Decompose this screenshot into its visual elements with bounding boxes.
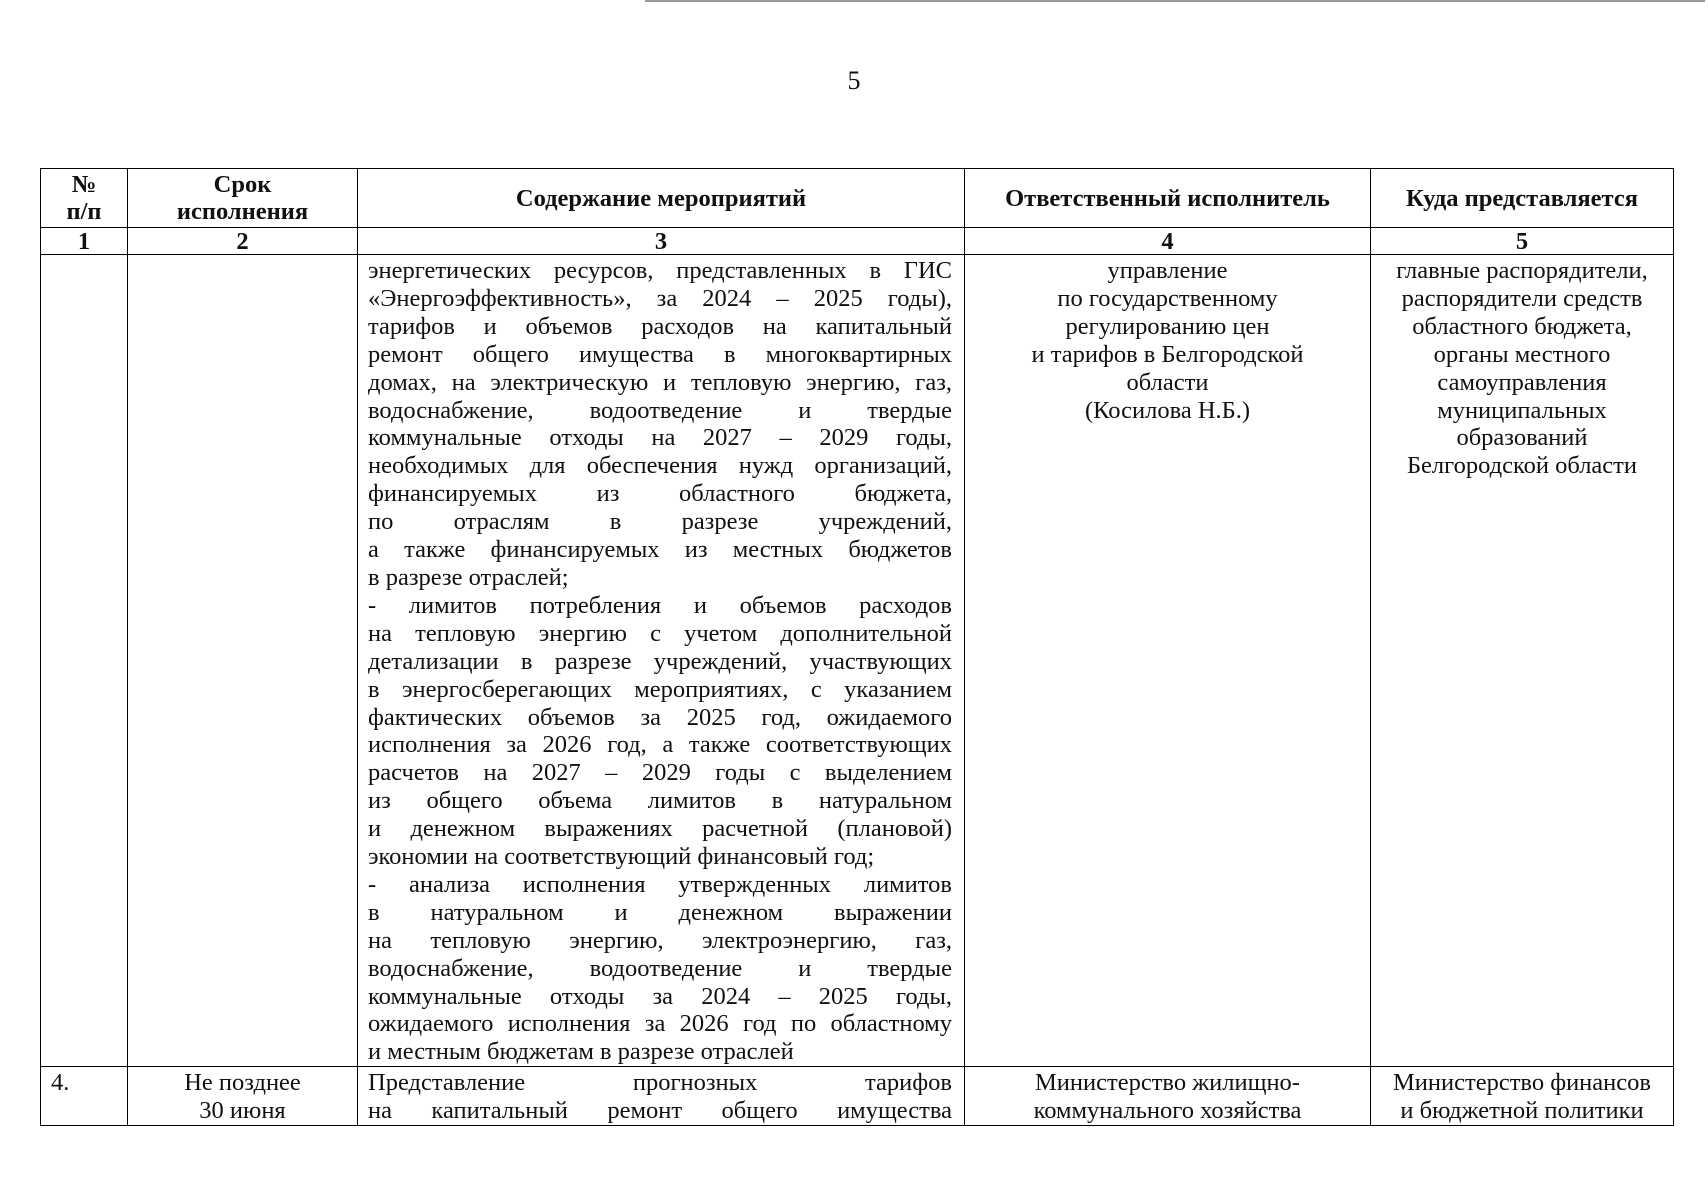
scan-edge-line — [645, 0, 1705, 2]
deadline-line: Не позднее — [184, 1069, 301, 1097]
content-line: «Энергоэффективность», за 2024 – 2025 годы), — [368, 284, 952, 312]
destination-line: и бюджетной политики — [1400, 1097, 1644, 1125]
responsible-line: по государственному — [1057, 284, 1278, 312]
content-line: экономии на соответствующий финансовый год; — [368, 843, 875, 871]
content-line: водоснабжение, водоотведение и твердые — [368, 954, 952, 982]
destination-line: муниципальных — [1437, 396, 1607, 424]
content-line: расчетов на 2027 – 2029 годы с выделением — [368, 759, 952, 787]
responsible-line: коммунального хозяйства — [1033, 1097, 1302, 1125]
header-content: Содержание мероприятий — [358, 169, 965, 228]
destination-line: самоуправления — [1437, 368, 1607, 396]
header-num — [41, 169, 128, 228]
destination-line: распорядители средств — [1401, 284, 1643, 312]
content-line: на тепловую энергию, электроэнергию, газ, — [368, 926, 952, 954]
content-cell — [358, 1067, 965, 1126]
content-line: водоснабжение, водоотведение и твердые — [368, 396, 952, 424]
content-line: ремонт общего имущества в многоквартирных — [368, 340, 952, 368]
content-line: энергетических ресурсов, представленных в ГИС — [368, 257, 952, 284]
row-number-cell — [41, 255, 128, 1067]
content-line: и местным бюджетам в разрезе отраслей — [368, 1038, 794, 1066]
responsible-cell — [965, 255, 1371, 1067]
destination-line: Белгородской области — [1406, 452, 1638, 480]
content-line: необходимых для обеспечения нужд организаций, — [368, 452, 952, 480]
content-line: и денежном выражениях расчетной (плановой) — [368, 815, 952, 843]
destination-line: Министерство финансов — [1393, 1069, 1651, 1097]
responsible-line: (Косилова Н.Б.) — [1084, 396, 1251, 424]
deadline-cell — [128, 255, 358, 1067]
header-responsible: Ответственный исполнитель — [965, 169, 1371, 228]
content-cell — [358, 255, 965, 1067]
content-line: из общего объема лимитов в натуральном — [368, 787, 952, 815]
header-deadline-line: Срок — [213, 171, 272, 198]
header-num-line: п/п — [66, 198, 102, 225]
destination-line: главные распорядители, — [1396, 257, 1648, 284]
header-destination: Куда представляется — [1371, 169, 1674, 228]
column-number: 3 — [358, 228, 965, 255]
content-line: ожидаемого исполнения за 2026 год по областному — [368, 1010, 952, 1038]
responsible-line: управление — [1107, 257, 1228, 284]
destination-line: областного бюджета, — [1412, 312, 1632, 340]
content-line: на капитальный ремонт общего имущества — [368, 1097, 952, 1125]
destination-cell — [1371, 1067, 1674, 1126]
table-row — [41, 1067, 1674, 1126]
content-line: - анализа исполнения утвержденных лимитов — [368, 870, 952, 898]
responsible-cell — [965, 1067, 1371, 1126]
row-number-cell: 4. — [41, 1067, 128, 1126]
responsible-line: регулированию цен — [1065, 312, 1270, 340]
content-line: в энергосберегающих мероприятиях, с указанием — [368, 675, 952, 703]
header-deadline — [128, 169, 358, 228]
header-row — [41, 169, 1674, 228]
content-line: в натуральном и денежном выражении — [368, 898, 952, 926]
destination-cell — [1371, 255, 1674, 1067]
content-line: тарифов и объемов расходов на капитальный — [368, 312, 952, 340]
content-line: детализации в разрезе учреждений, участвующих — [368, 647, 952, 675]
page-number: 5 — [847, 66, 861, 95]
content-line: Представление прогнозных тарифов — [368, 1069, 952, 1097]
column-number: 5 — [1371, 228, 1674, 255]
table-row — [41, 255, 1674, 1067]
destination-line: органы местного — [1433, 340, 1611, 368]
content-line: в разрезе отраслей; — [368, 563, 569, 591]
content-line: исполнения за 2026 год, а также соответствующих — [368, 731, 952, 759]
content-line: а также финансируемых из местных бюджетов — [368, 536, 952, 564]
responsible-line: Министерство жилищно- — [1035, 1069, 1300, 1097]
column-number: 2 — [128, 228, 358, 255]
destination-line: образований — [1456, 424, 1588, 452]
deadline-line: 30 июня — [199, 1097, 286, 1125]
content-line: на тепловую энергию с учетом дополнительной — [368, 619, 952, 647]
header-deadline-line: исполнения — [176, 198, 309, 225]
column-number: 4 — [965, 228, 1371, 255]
column-number-row — [41, 228, 1674, 255]
content-line: по отраслям в разрезе учреждений, — [368, 508, 952, 536]
deadline-cell — [128, 1067, 358, 1126]
content-line: фактических объемов за 2025 год, ожидаемого — [368, 703, 952, 731]
content-line: домах, на электрическую и тепловую энергию, газ, — [368, 368, 952, 396]
content-line: финансируемых из областного бюджета, — [368, 480, 952, 508]
header-num-line: № — [71, 171, 97, 198]
responsible-line: области — [1126, 368, 1209, 396]
content-line: коммунальные отходы на 2027 – 2029 годы, — [368, 424, 952, 452]
plan-table — [40, 168, 1674, 1126]
content-line: - лимитов потребления и объемов расходов — [368, 591, 952, 619]
responsible-line: и тарифов в Белгородской — [1031, 340, 1304, 368]
column-number: 1 — [41, 228, 128, 255]
content-line: коммунальные отходы за 2024 – 2025 годы, — [368, 982, 952, 1010]
